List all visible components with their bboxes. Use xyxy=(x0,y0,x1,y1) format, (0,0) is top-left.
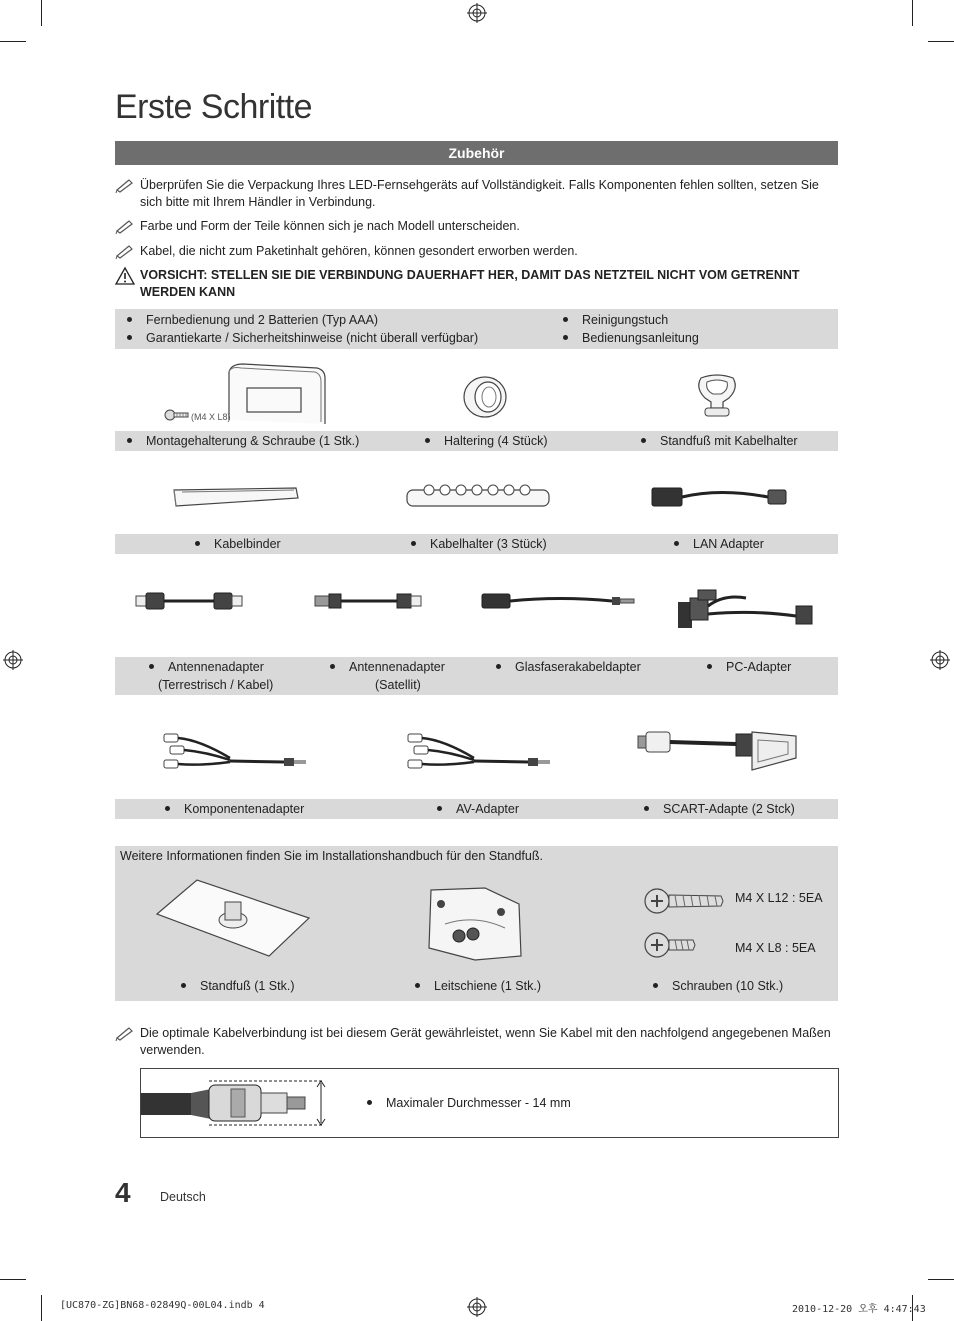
list-item: Maximaler Durchmesser - 14 mm xyxy=(367,1095,571,1111)
list-item: Antennenadapter xyxy=(330,659,445,675)
pencil-note-icon xyxy=(115,218,135,234)
list-item: SCART-Adapte (2 Stck) xyxy=(644,801,795,817)
list-item: Schrauben (10 Stk.) xyxy=(653,978,783,994)
stand-base-illustration xyxy=(155,876,311,958)
crop-mark xyxy=(41,1295,42,1321)
pencil-note-icon xyxy=(115,243,135,259)
registration-mark-icon xyxy=(467,3,487,23)
list-item: Reinigungstuch xyxy=(563,312,668,328)
crop-mark xyxy=(928,41,954,42)
list-item: Antennenadapter xyxy=(149,659,264,675)
footer-filename: [UC870-ZG]BN68-02849Q-00L04.indb 4 xyxy=(60,1300,265,1311)
list-item: Kabelbinder xyxy=(195,536,281,552)
screw-spec-label: M4 X L8 : 5EA xyxy=(735,941,816,955)
antenna-adapter-terrestrial-illustration xyxy=(134,590,246,612)
registration-mark-icon xyxy=(3,650,23,670)
registration-mark-icon xyxy=(930,650,950,670)
list-item: Standfuß mit Kabelhalter xyxy=(641,433,798,449)
list-item: PC-Adapter xyxy=(707,659,791,675)
list-item-subtext: (Terrestrisch / Kabel) xyxy=(158,678,274,692)
note-text: Die optimale Kabelverbindung ist bei diesem Gerät gewährleistet, wenn Sie Kabel mit den nachfolgend angegebenen Maßen verwenden. xyxy=(140,1026,831,1057)
warning-note xyxy=(115,267,840,303)
cable-spec-box xyxy=(140,1068,839,1138)
page-number: 4 xyxy=(115,1177,131,1208)
list-item: AV-Adapter xyxy=(437,801,519,817)
note-item xyxy=(115,1025,840,1061)
cable-tie-illustration xyxy=(170,484,300,510)
screw-m4-l12-icon xyxy=(643,884,725,918)
list-item: Leitschiene (1 Stk.) xyxy=(415,978,541,994)
cable-holder-stand-illustration xyxy=(693,372,741,420)
scart-adapter-illustration xyxy=(636,726,802,774)
crop-mark xyxy=(0,1279,26,1280)
list-item: Fernbedienung und 2 Batterien (Typ AAA) xyxy=(127,312,378,328)
item-label-bar xyxy=(115,431,838,451)
crop-mark xyxy=(41,0,42,26)
item-label-bar xyxy=(115,799,838,819)
warning-text: VORSICHT: STELLEN SIE DIE VERBINDUNG DAUERHAFT HER, DAMIT DAS NETZTEIL NICHT VOM GETRENNT WERDEN KANN xyxy=(140,268,800,299)
lan-adapter-illustration xyxy=(650,482,790,510)
av-adapter-illustration xyxy=(404,732,552,772)
registration-mark-icon xyxy=(467,1297,487,1317)
cable-holder-illustration xyxy=(405,480,551,512)
stand-info-text: Weitere Informationen finden Sie im Installationshandbuch für den Standfuß. xyxy=(120,849,543,863)
note-text: Kabel, die nicht zum Paketinhalt gehören, können gesondert erworben werden. xyxy=(140,244,578,258)
cable-diameter-illustration xyxy=(141,1077,331,1127)
holder-ring-illustration xyxy=(462,375,508,419)
crop-mark xyxy=(0,41,26,42)
warning-triangle-icon xyxy=(115,267,135,285)
list-item: Garantiekarte / Sicherheitshinweise (nicht überall verfügbar) xyxy=(127,330,478,346)
pencil-note-icon xyxy=(115,177,135,193)
pencil-note-icon xyxy=(115,1025,135,1041)
footer-timestamp: 2010-12-20 오후 4:47:43 xyxy=(792,1304,926,1315)
screw-spec-label: M4 X L12 : 5EA xyxy=(735,891,823,905)
screw-m4-l8-icon xyxy=(643,928,699,962)
crop-mark xyxy=(928,1279,954,1280)
note-text: Farbe und Form der Teile können sich je nach Modell unterscheiden. xyxy=(140,219,520,233)
screw-size-label: (M4 X L8) xyxy=(191,412,231,422)
screw-icon xyxy=(164,408,190,422)
page-language: Deutsch xyxy=(160,1190,206,1204)
list-item: Standfuß (1 Stk.) xyxy=(181,978,294,994)
list-item: Haltering (4 Stück) xyxy=(425,433,548,449)
stand-parts-box xyxy=(115,846,838,1001)
guide-stand-illustration xyxy=(425,884,525,962)
note-item xyxy=(115,243,840,261)
optical-cable-adapter-illustration xyxy=(480,590,636,612)
list-item: LAN Adapter xyxy=(674,536,764,552)
list-item: Montagehalterung & Schraube (1 Stk.) xyxy=(127,433,359,449)
wall-mount-bracket-illustration xyxy=(225,360,335,426)
list-item: Komponentenadapter xyxy=(165,801,304,817)
basic-items-box xyxy=(115,309,838,349)
crop-mark xyxy=(912,0,913,26)
component-adapter-illustration xyxy=(160,732,308,772)
note-text: Überprüfen Sie die Verpackung Ihres LED-Fernsehgeräts auf Vollständigkeit. Falls Komponenten fehlen sollten, setzen Sie sich bitte mit Ihrem Händler in Verbindung. xyxy=(140,178,819,209)
item-label-bar xyxy=(115,657,838,695)
note-item xyxy=(115,177,840,213)
item-label-bar xyxy=(115,534,838,554)
pc-adapter-illustration xyxy=(674,584,818,630)
antenna-adapter-satellite-illustration xyxy=(313,590,425,612)
section-header: Zubehör xyxy=(115,141,838,165)
list-item: Glasfaserakabeldapter xyxy=(496,659,641,675)
list-item: Bedienungsanleitung xyxy=(563,330,699,346)
page-title: Erste Schritte xyxy=(115,88,313,126)
list-item-subtext: (Satellit) xyxy=(375,678,421,692)
list-item: Kabelhalter (3 Stück) xyxy=(411,536,547,552)
note-item xyxy=(115,218,840,236)
